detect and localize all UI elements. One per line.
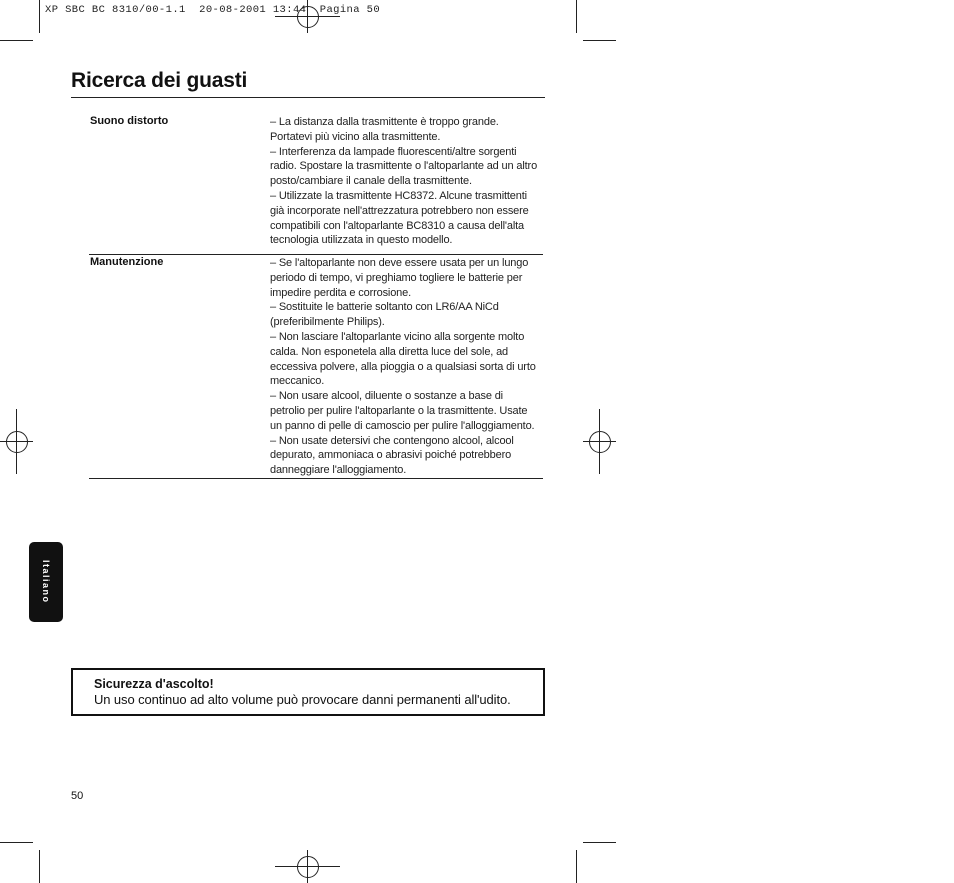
text-line: – Interferenza da lampade fluorescenti/altre sorgenti [270, 145, 517, 158]
text-line: – Sostituite le batterie soltanto con LR6/AA NiCd [270, 301, 499, 314]
page-number: 50 [71, 790, 84, 802]
section-body-maintenance [270, 256, 546, 478]
text-line: danneggiare l'alloggiamento. [270, 464, 407, 477]
text-line: – Non lasciare l'altoparlante vicino alla sorgente molto [270, 330, 525, 343]
text-line: – Non usate detersivi che contengono alcool, alcool [270, 434, 514, 447]
text-line: petrolio per pulire l'altoparlante o la trasmittente. Usate [270, 404, 528, 417]
text-line: Portatevi più vicino alla trasmittente. [270, 130, 441, 143]
section-label-maintenance: Manutenzione [90, 256, 164, 268]
text-line: eccessiva polvere, alla pioggia o a qualsiasi sorta di urto [270, 360, 536, 373]
language-tab [29, 542, 63, 622]
text-line: periodo di tempo, vi preghiamo togliere le batterie per [270, 271, 523, 284]
print-slug: XP SBC BC 8310/00-1.1 20-08-2001 13:44 Pagina 50 [45, 4, 381, 16]
text-line: compatibili con l'altoparlante BC8310 a causa dell'alta [270, 219, 524, 232]
text-line: meccanico. [270, 375, 325, 388]
section-divider [89, 254, 543, 255]
warning-title: Sicurezza d'ascolto! [94, 677, 214, 691]
text-line: posto/cambiare il canale della trasmittente. [270, 175, 472, 188]
text-line: (preferibilmente Philips). [270, 316, 385, 329]
text-line: calda. Non esponetela alla diretta luce del sole, ad [270, 345, 509, 358]
section-body-distorted-sound [270, 115, 546, 248]
title-divider [71, 97, 545, 98]
language-tab-label: Italiano [41, 560, 51, 604]
warning-text: Un uso continuo ad alto volume può provocare danni permanenti all'udito. [94, 692, 511, 707]
text-line: – Non usare alcool, diluente o sostanze a base di [270, 390, 503, 403]
listening-safety-box [71, 668, 545, 716]
text-line: impedire perdita e corrosione. [270, 286, 412, 299]
text-line: già incorporate nell'attrezzatura potrebbero non essere [270, 204, 529, 217]
text-line: – La distanza dalla trasmittente è troppo grande. [270, 116, 499, 128]
text-line: un panno di pelle di camoscio per pulire l'alloggiamento. [270, 419, 535, 432]
text-line: tecnologia utilizzata in questo modello. [270, 234, 453, 247]
section-divider [89, 478, 543, 479]
section-label-distorted-sound: Suono distorto [90, 115, 169, 127]
page-title: Ricerca dei guasti [71, 69, 248, 92]
text-line: radio. Spostare la trasmittente o l'altoparlante ad un altro [270, 160, 538, 173]
text-line: depurato, ammoniaca o abrasivi poiché potrebbero [270, 449, 512, 462]
text-line: – Utilizzate la trasmittente HC8372. Alcune trasmittenti [270, 189, 527, 202]
text-line: – Se l'altoparlante non deve essere usata per un lungo [270, 257, 529, 269]
